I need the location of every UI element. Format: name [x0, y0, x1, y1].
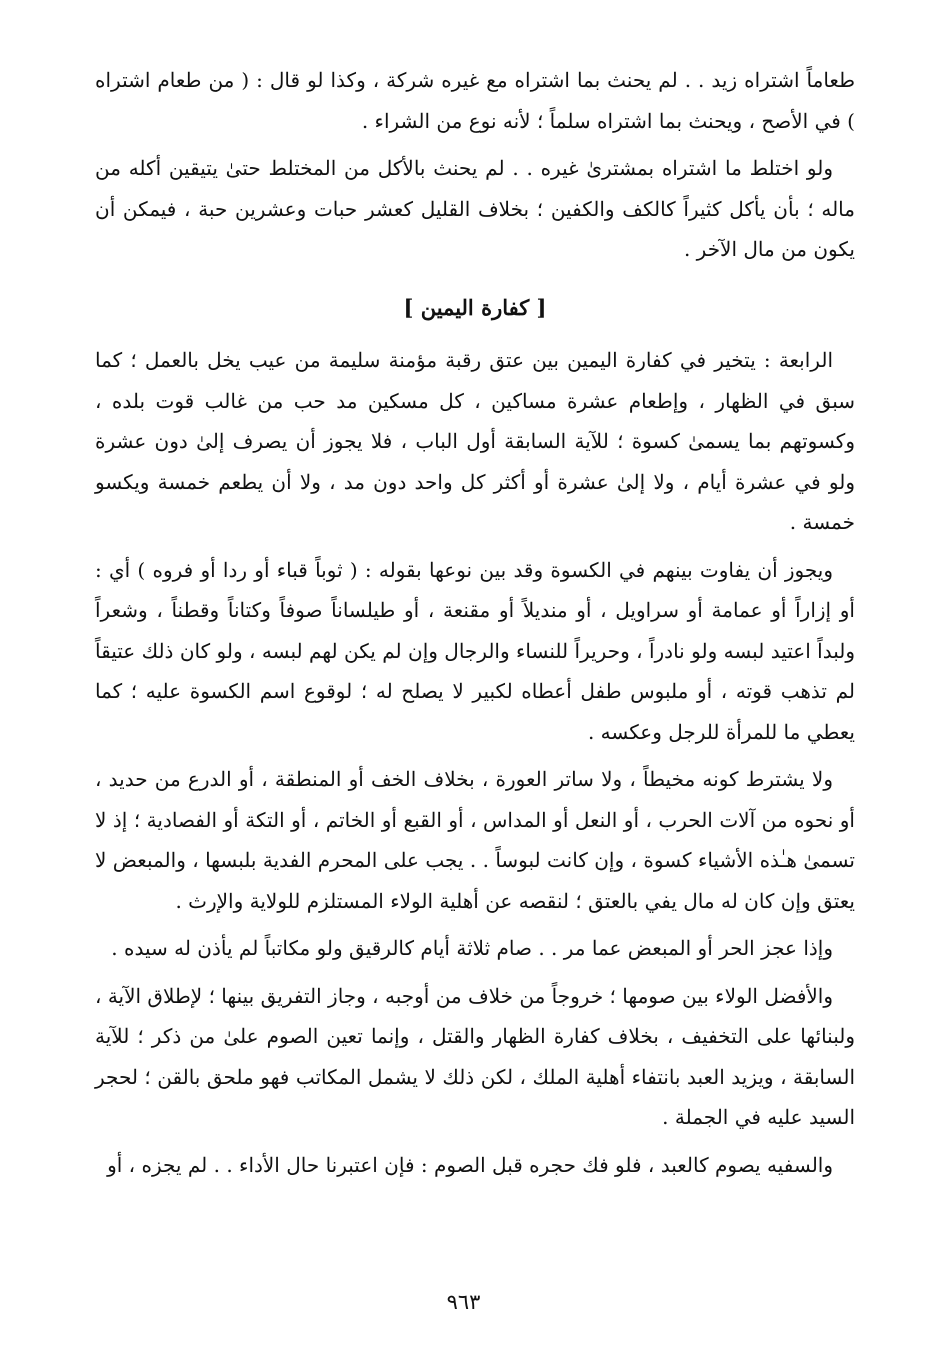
section-heading: [ كفارة اليمين ]: [403, 294, 547, 320]
paragraph-3: الرابعة : يتخير في كفارة اليمين بين عتق رقبة مؤمنة سليمة من عيب يخل بالعمل ؛ كما سبق في الظهار ، وإطعام عشرة مساكين ، كل مسكين مد حب من غالب قوت بلده ، وكسوتهم بما يسمىٰ كسوة ؛ للآية السابقة أول الباب ، فلا يجوز أن يصرف إلىٰ دون عشرة ولو في عشرة أيام ، ولا إلىٰ عشرة أو أكثر كل واحد دون مد ، ولا أن يطعم خمسة ويكسو خمسة .: [95, 348, 855, 534]
paragraph-2: ولو اختلط ما اشتراه بمشترىٰ غيره . . لم يحنث بالأكل من المختلط حتىٰ يتيقين أكله من ماله ؛ بأن يأكل كثيراً كالكف والكفين ؛ بخلاف القليل كعشر حبات وعشرين حبة ، فيمكن أن يكون من مال الآخر .: [95, 156, 855, 261]
paragraph-7: والأفضل الولاء بين صومها ؛ خروجاً من خلاف من أوجبه ، وجاز التفريق بينها ؛ لإطلاق الآية ، ولبنائها على التخفيف ، بخلاف كفارة الظهار والقتل ، وإنما تعين الصوم علىٰ من ذكر ؛ للآية السابقة ، ويزيد العبد بانتفاء أهلية الملك ، لكن ذلك لا يشمل المكاتب فهو ملحق بالقن ؛ لحجر السيد عليه في الجملة .: [95, 983, 855, 1129]
page-number: ٩٦٣: [446, 1290, 481, 1314]
paragraph-6: وإذا عجز الحر أو المبعض عما مر . . صام ثلاثة أيام كالرقيق ولو مكاتباً لم يأذن له سيده .: [111, 936, 833, 960]
paragraph-5: ولا يشترط كونه مخيطاً ، ولا ساتر العورة ، بخلاف الخف أو المنطقة ، أو الدرع من حديد ، أو نحوه من آلات الحرب ، أو النعل أو المداس ، أو القبع أو الخاتم ، أو التكة أو الفصادية ؛ إذ لا تسمىٰ هـٰذه الأشياء كسوة ، وإن كانت لبوساً . . يجب على المحرم الفدية بلبسها ، والمبعض لا يعتق وإن كان له مال يفي بالعتق ؛ لنقصه عن أهلية الولاء المستلزم للولاية والإرث .: [95, 767, 855, 913]
paragraph-4: ويجوز أن يفاوت بينهم في الكسوة وقد بين نوعها بقوله : ( ثوباً قباء أو ردا أو فروه ) أي : أو إزاراً أو عمامة أو سراويل ، أو منديلاً أو مقنعة ، أو طيلساناً صوفاً وكتاناً وقطناً ، وشعراً ولبداً اعتيد لبسه ولو نادراً ، وحريراً للنساء والرجال وإن لم يكن لهم لبسه ، ولو كان ذلك عتيقاً لم تذهب قوته ، أو ملبوس طفل أعطاه لكبير لا يصلح له ؛ لوقوع اسم الكسوة عليه ؛ كما يعطي ما للمرأة للرجل وعكسه .: [95, 557, 855, 744]
page-body: [95, 60, 855, 1192]
paragraph-8: والسفيه يصوم كالعبد ، فلو فك حجره قبل الصوم : فإن اعتبرنا حال الأداء . . لم يجزه ، أو: [107, 1152, 833, 1177]
paragraph-1: طعاماً اشتراه زيد . . لم يحنث بما اشتراه مع غيره شركة ، وكذا لو قال : ( من طعام اشتراه ) في الأصح ، ويحنث بما اشتراه سلماً ؛ لأنه نوع من الشراء .: [95, 68, 855, 133]
